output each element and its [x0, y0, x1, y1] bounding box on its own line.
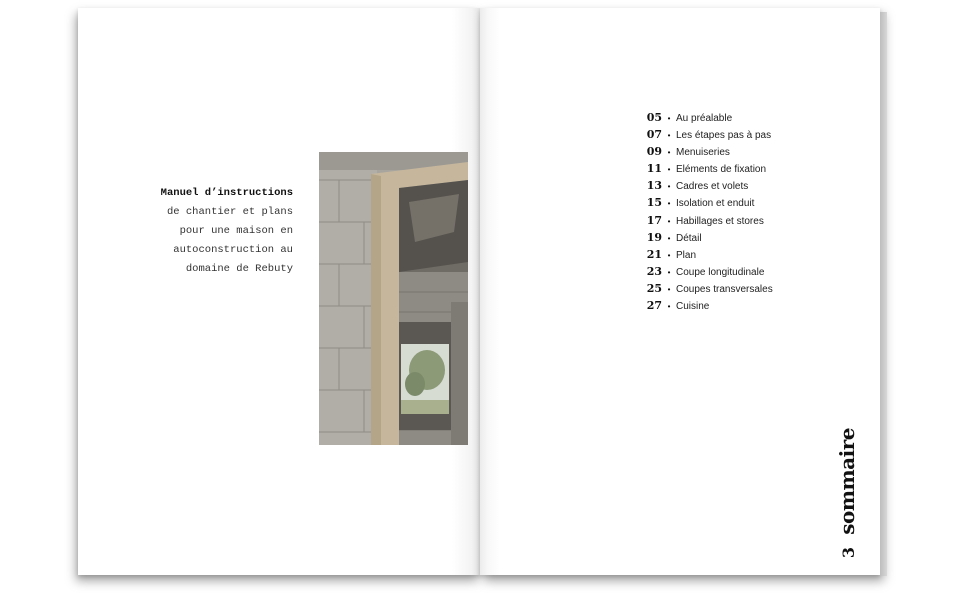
toc-entry [646, 248, 773, 265]
toc-entry [646, 111, 773, 128]
toc-label: Détail [676, 232, 702, 244]
intro-line: pour une maison en [179, 225, 293, 237]
bullet-icon: • [667, 199, 671, 209]
toc-page-number: 13 [646, 179, 662, 193]
toc-label: Cadres et volets [676, 181, 749, 193]
intro-line: de chantier et plans [166, 206, 293, 218]
toc-page-number: 09 [646, 145, 662, 159]
toc-entry [646, 145, 773, 162]
toc-page-number: 23 [646, 264, 662, 278]
bullet-icon: • [667, 114, 671, 123]
bullet-icon: • [667, 131, 671, 141]
toc-label: Cuisine [676, 301, 710, 313]
bullet-icon: • [667, 182, 671, 192]
intro-line: autoconstruction au [173, 244, 293, 256]
silent-house-photo [319, 152, 468, 445]
bullet-icon: • [667, 233, 671, 243]
toc-label: Isolation et enduit [676, 198, 755, 210]
toc-entry [646, 265, 773, 282]
intro-text [161, 184, 293, 279]
toc-entry [646, 128, 773, 145]
page-number: 3 [839, 546, 859, 559]
toc-entry [646, 196, 773, 213]
toc-label: Eléments de fixation [676, 164, 767, 176]
toc-entry [646, 231, 773, 248]
bullet-icon: • [667, 250, 671, 260]
toc-entry [646, 214, 773, 231]
table-of-contents [646, 111, 773, 316]
toc-entry [646, 162, 773, 179]
toc-label: Menuiseries [676, 147, 730, 159]
toc-page-number: 07 [646, 128, 662, 142]
right-page [480, 8, 880, 575]
bullet-icon: • [667, 216, 671, 226]
toc-page-number: 17 [646, 213, 662, 227]
toc-page-number: 11 [646, 162, 662, 176]
intro-title: Manuel d’instructions [160, 187, 293, 199]
toc-label: Plan [676, 249, 697, 261]
bullet-icon: • [667, 165, 671, 175]
bullet-icon: • [667, 267, 671, 277]
toc-page-number: 19 [646, 230, 662, 244]
toc-page-number: 21 [646, 247, 662, 261]
toc-page-number: 15 [646, 196, 662, 210]
toc-page-number: 27 [646, 299, 662, 313]
intro-line: domaine de Rebuty [185, 263, 293, 275]
section-title: sommaire [835, 428, 859, 535]
bullet-icon: • [667, 284, 671, 294]
toc-label: Habillages et stores [676, 215, 764, 227]
toc-label: Au préalable [676, 113, 733, 124]
toc-page-number: 05 [646, 111, 662, 124]
toc-page-number: 25 [646, 281, 662, 295]
toc-entry [646, 299, 773, 316]
photo-illustration [319, 152, 468, 445]
toc-entry [646, 179, 773, 196]
toc-label: Les étapes pas à pas [676, 130, 772, 142]
toc-label: Coupe longitudinale [676, 266, 765, 278]
toc-label: Coupes transversales [676, 283, 773, 295]
toc-entry [646, 282, 773, 299]
bullet-icon: • [667, 148, 671, 158]
bullet-icon: • [667, 302, 671, 312]
left-page [78, 8, 480, 575]
